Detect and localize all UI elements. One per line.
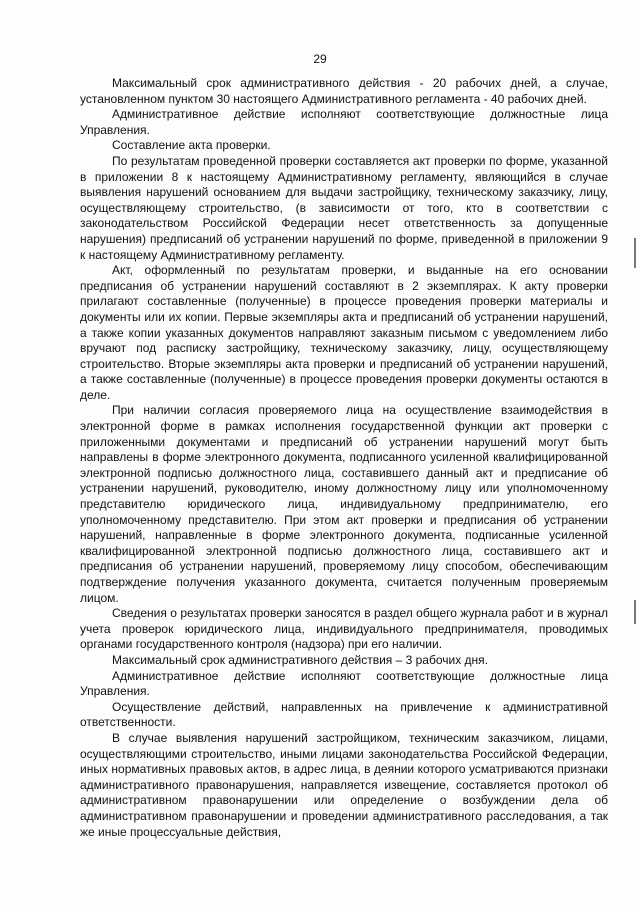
document-body	[80, 76, 608, 840]
paragraph-max-term-3-days: Максимальный срок административного действия – 3 рабочих дня.	[112, 652, 489, 667]
paragraph-liability-heading: Осуществление действий, направленных на привлечение к административной ответственности.	[80, 699, 608, 730]
page-number: 29	[313, 52, 327, 66]
paragraph-electronic-form: При наличии согласия проверяемого лица на осуществление взаимодействия в электронной форме в рамках исполнения государственной функции акт проверки с приложенными документами и предписаний об устранении нарушений могут быть направлены в форме электронного документа, подписанного усиленной квалифицированной электронной подписью должностного лица, составившего данный акт и предписание об устранении нарушений, руководителю, иному должностному лицу или уполномоченному представителю юридического лица, индивидуальному предпринимателю, его уполномоченному представителю. При этом акт проверки и предписания об устранении нарушений, направленные в форме электронного документа, подписанные усиленной квалифицированной электронной подписью должностного лица, составившего акт и предписания об устранении нарушений, проверяемому лицу способом, обеспечивающим подтверждение получения указанного документа, считается полученным проверяемым лицом.	[80, 403, 608, 605]
paragraph-max-term-20-days: Максимальный срок административного действия - 20 рабочих дней, а случае, установленном пунктом 30 настоящего Административного регламента - 40 рабочих дней.	[80, 76, 608, 106]
paragraph-act-heading: Составление акта проверки.	[112, 138, 271, 153]
paragraph-violations: В случае выявления нарушений застройщиком, техническим заказчиком, лицами, осуществляющими строительство, иными лицами законодательства Российской Федерации, иных нормативных правовых актов, в адрес лица, в деянии которого усматриваются признаки административного правонарушения, направляется извещение, составляется протокол об административном правонарушении или определение о возбуждении дела об административном правонарушении и проведении административного расследования, а так же иные процессуальные действия,	[80, 730, 608, 839]
scan-edge-mark	[634, 238, 636, 268]
paragraph-journal-records: Сведения о результатах проверки заносятся в раздел общего журнала работ и в журнал учета проверок юридического лица, индивидуального предпринимателя, проводимых органами государственного контроля (надзора) при его наличии.	[80, 606, 608, 652]
paragraph-inspection-act: По результатам проведенной проверки составляется акт проверки по форме, указанной в приложении 8 к настоящему Административному регламенту, являющийся в случае выявления нарушений основанием для выдачи застройщику, техническому заказчику, лицу, осуществляющему строительство, (в зависимости от того, кто в соответствии с законодательством Российской Федерации несет ответственность за допущенные нарушения) предписаний об устранении нарушений по форме, приведенной в приложении 9 к настоящему Административному регламенту.	[80, 153, 608, 262]
paragraph-executors: Административное действие исполняют соответствующие должностные лица Управления.	[80, 107, 608, 137]
paragraph-act-copies: Акт, оформленный по результатам проверки, и выданные на его основании предписания об устранении нарушений составляют в 2 экземплярах. К акту проверки прилагают составленные (полученные) в процессе проведения проверки материалы и документы или их копии. Первые экземпляры акта и предписаний об устранении нарушений, а также копии указанных документов направляют заказным письмом с уведомлением либо вручают под расписку застройщику, техническому заказчику, лицу, осуществляющему строительство. Вторые экземпляры акта проверки и предписаний об устранении нарушений, а также составленные (полученные) в процессе проведения проверки документы остаются в деле.	[80, 263, 608, 402]
scan-edge-mark	[634, 600, 636, 624]
paragraph-executors-2: Административное действие исполняют соответствующие должностные лица Управления.	[80, 668, 608, 699]
